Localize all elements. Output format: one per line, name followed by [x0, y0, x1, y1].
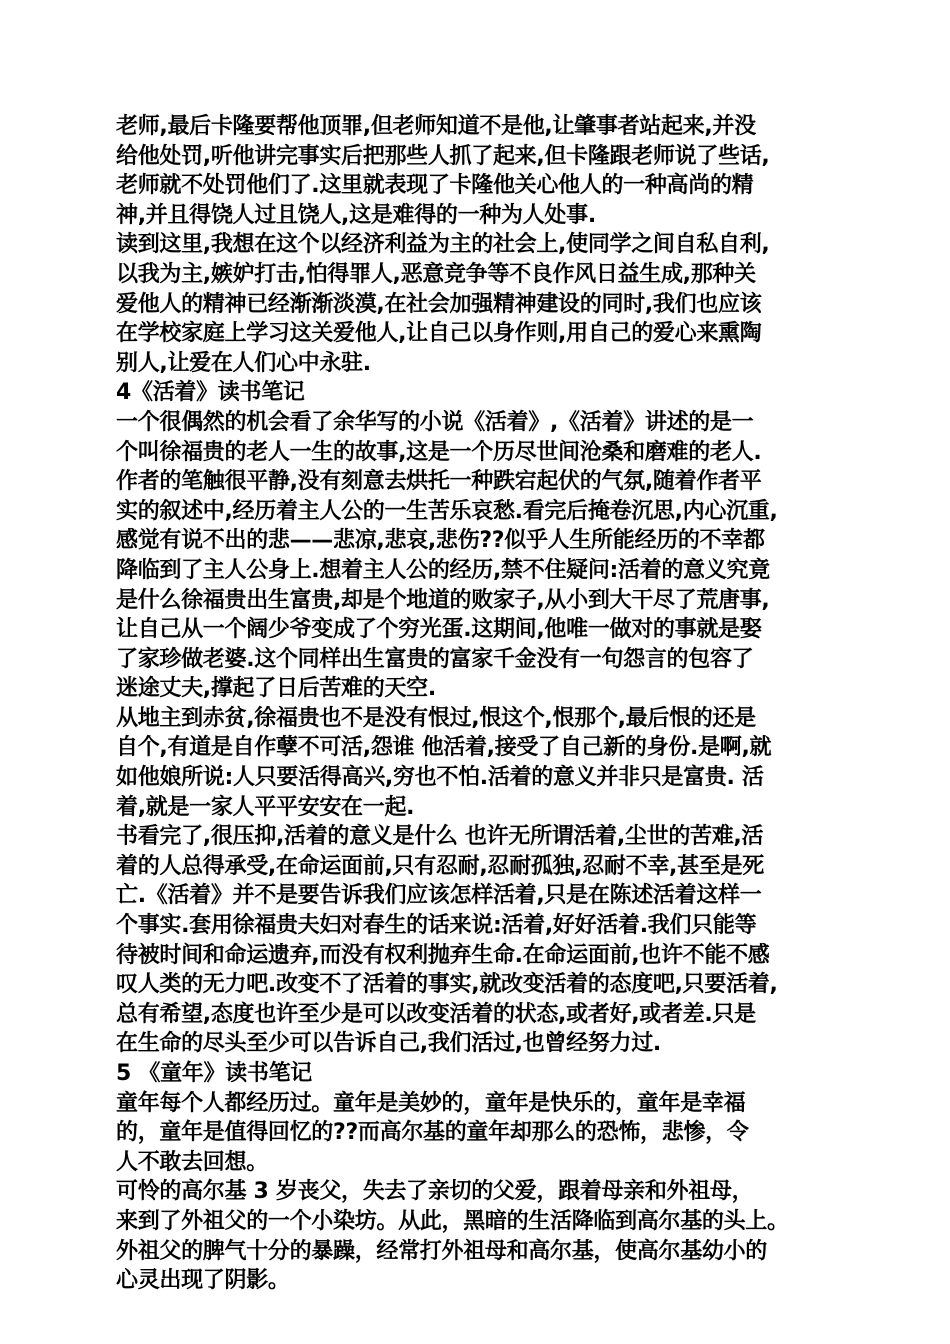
text-line: 别人,让爱在人们心中永驻.: [116, 350, 371, 376]
text-line: 叹人类的无力吧.改变不了活着的事实,就改变活着的态度吧,只要活着,: [116, 972, 778, 998]
text-line: 一个很偶然的机会看了余华写的小说《活着》,《活着》讲述的是一: [116, 409, 754, 435]
text-line: 在学校家庭上学习这关爱他人,让自己以身作则,用自己的爱心来熏陶: [116, 321, 762, 347]
text-line: 让自己从一个阔少爷变成了个穷光蛋.这期间,他唯一做对的事就是娶: [116, 617, 762, 643]
section-heading: 5 《童年》读书笔记: [116, 1061, 312, 1086]
section-heading: 4《活着》读书笔记: [116, 380, 305, 406]
text-line: 个叫徐福贵的老人一生的故事,这是一个历尽世间沧桑和磨难的老人.: [116, 439, 762, 465]
text-line: 读到这里,我想在这个以经济利益为主的社会上,使同学之间自私自利,: [116, 232, 770, 258]
text-line: 了家珍做老婆.这个同样出生富贵的富家千金没有一句怨言的包容了: [116, 646, 754, 672]
text-line: 降临到了主人公身上.想着主人公的经历,禁不住疑问:活着的意义究竟: [116, 557, 770, 583]
text-line: 个事实.套用徐福贵夫妇对春生的话来说:活着,好好活着.我们只能等: [116, 913, 757, 939]
text-line: 是什么徐福贵出生富贵,却是个地道的败家子,从小到大干尽了荒唐事,: [116, 587, 770, 613]
text-line: 童年每个人都经历过。童年是美妙的，童年是快乐的，童年是幸福: [116, 1090, 746, 1116]
text-line: 心灵出现了阴影。: [116, 1268, 290, 1294]
text-line: 亡.《活着》并不是要告诉我们应该怎样活着,只是在陈述活着这样一: [116, 883, 762, 909]
text-line: 着的人总得承受,在命运面前,只有忍耐,忍耐孤独,忍耐不幸,甚至是死: [116, 853, 764, 879]
text-line: 如他娘所说:人只要活得高兴,穷也不怕.活着的意义并非只是富贵. 活: [116, 765, 764, 791]
document-body: [116, 112, 841, 1296]
text-line: 外祖父的脾气十分的暴躁，经常打外祖母和高尔基，使高尔基幼小的: [116, 1238, 768, 1264]
text-line: 自个,有道是自作孽不可活,怨谁 他活着,接受了自己新的身份.是啊,就: [116, 735, 772, 761]
text-line: 来到了外祖父的一个小染坊。从此，黑暗的生活降临到高尔基的头上。: [116, 1208, 789, 1234]
text-line: 感觉有说不出的悲——悲凉,悲哀,悲伤??似乎人生所能经历的不幸都: [116, 528, 765, 554]
text-line: 待被时间和命运遗弃,而没有权利抛弃生命.在命运面前,也许不能不感: [116, 942, 770, 968]
text-line: 给他处罚,听他讲完事实后把那些人抓了起来,但卡隆跟老师说了些话,: [116, 143, 770, 169]
text-line: 的，童年是值得回忆的??而高尔基的童年却那么的恐怖，悲惨，令: [116, 1120, 749, 1146]
text-line: 迷途丈夫,撑起了日后苦难的天空.: [116, 676, 436, 702]
text-line: 老师,最后卡隆要帮他顶罪,但老师知道不是他,让肇事者站起来,并没: [116, 114, 756, 139]
text-line: 着,就是一家人平平安安在一起.: [116, 794, 415, 820]
text-line: 在生命的尽头至少可以告诉自己,我们活过,也曾经努力过.: [116, 1031, 661, 1057]
text-line: 神,并且得饶人过且饶人,这是难得的一种为人处事.: [116, 202, 596, 228]
text-line: 作者的笔触很平静,没有刻意去烘托一种跌宕起伏的气氛,随着作者平: [116, 469, 762, 495]
text-line: 从地主到赤贫,徐福贵也不是没有恨过,恨这个,恨那个,最后恨的还是: [116, 705, 756, 731]
text-line: 可怜的高尔基 3 岁丧父，失去了亲切的父爱，跟着母亲和外祖母，: [116, 1179, 754, 1205]
text-line: 爱他人的精神已经渐渐淡漠,在社会加强精神建设的同时,我们也应该: [116, 291, 762, 317]
text-line: 实的叙述中,经历着主人公的一生苦乐哀愁.看完后掩卷沉思,内心沉重,: [116, 498, 778, 524]
text-line: 人不敢去回想。: [116, 1149, 268, 1175]
text-line: 以我为主,嫉妒打击,怕得罪人,恶意竞争等不良作风日益生成,那种关: [116, 261, 756, 287]
text-line: 老师就不处罚他们了.这里就表现了卡隆他关心他人的一种高尚的精: [116, 173, 754, 199]
text-line: 总有希望,态度也许至少是可以改变活着的状态,或者好,或者差.只是: [116, 1001, 756, 1027]
text-line: 书看完了,很压抑,活着的意义是什么 也许无所谓活着,尘世的苦难,活: [116, 824, 764, 850]
